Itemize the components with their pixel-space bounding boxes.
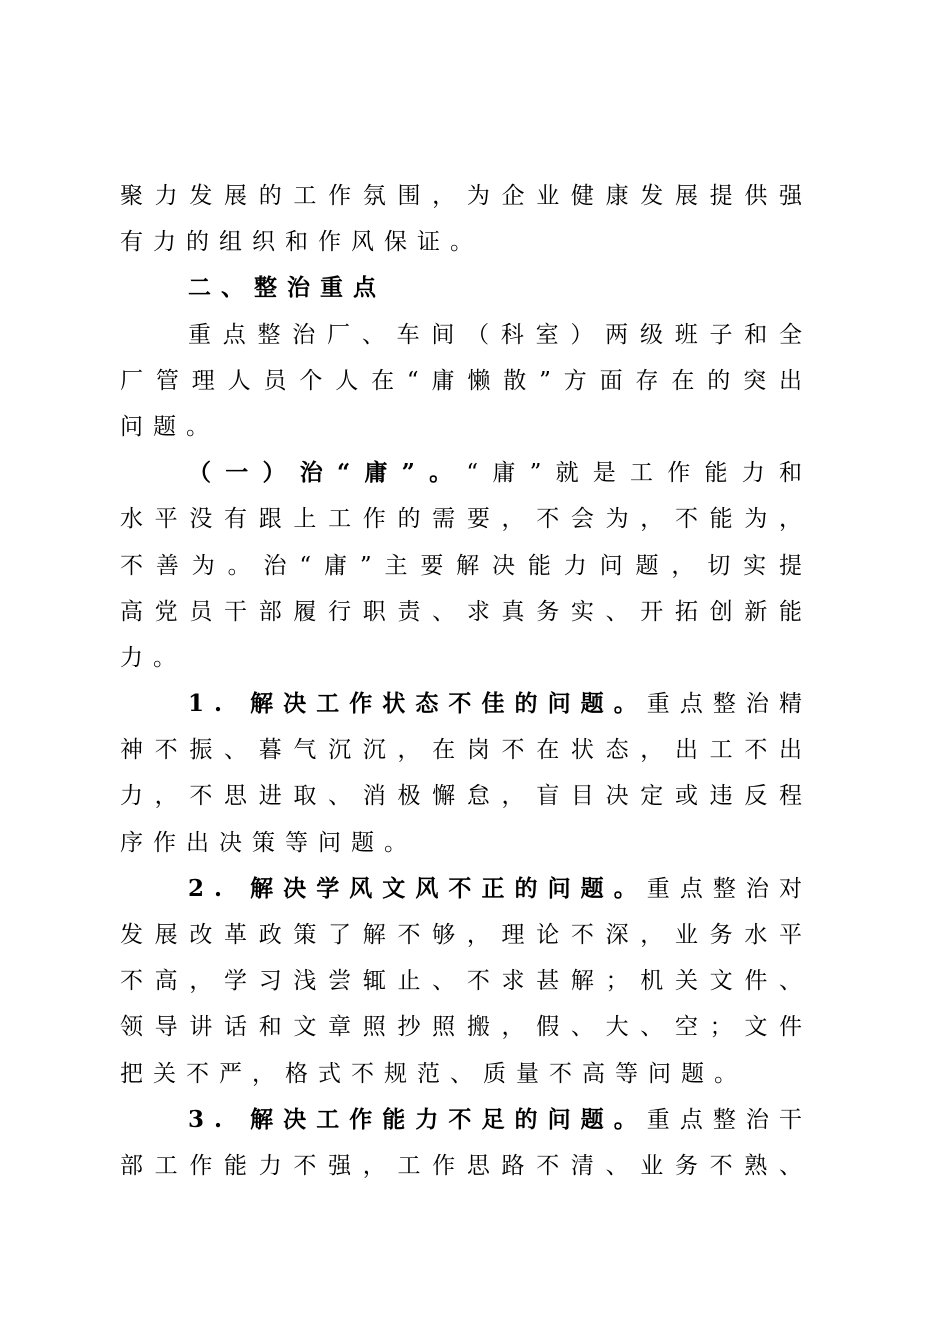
text-line: 不高，学习浅尝辄止、不求甚解；机关文件、: [120, 968, 812, 995]
item-first-line: [120, 866, 812, 912]
text-line: 把关不严，格式不规范、质量不高等问题。: [120, 1060, 747, 1087]
text-line: 问题。: [120, 413, 219, 440]
item-first-line: [120, 681, 812, 727]
text-line: 不善为。治“庸”主要解决能力问题，切实提: [120, 552, 812, 579]
item-title: 2. 解决学风文风不正的问题。: [188, 874, 647, 902]
text-line: 力。: [120, 644, 186, 671]
text-line: 聚力发展的工作氛围，为企业健康发展提供强: [120, 183, 812, 209]
text-line: 高党员干部履行职责、求真务实、开拓创新能: [120, 598, 812, 625]
text-line: 重点整治厂、车间（科室）两级班子和全: [188, 321, 812, 348]
item-text: 重点整治对: [646, 875, 812, 902]
item-text: 重点整治精: [646, 691, 812, 718]
text-line: 发展改革政策了解不够，理论不深，业务水平: [120, 922, 812, 948]
subsection-first-line: [120, 450, 812, 496]
item-first-line: [120, 1097, 812, 1143]
text-line: 水平没有跟上工作的需要，不会为，不能为，: [120, 506, 812, 533]
item-text: 重点整治干: [646, 1106, 812, 1133]
subsection-text: “庸”就是工作能力和: [466, 460, 812, 487]
text-line: 厂管理人员个人在“庸懒散”方面存在的突出: [120, 367, 812, 394]
text-line: 力，不思进取、消极懈怠，盲目决定或违反程: [120, 783, 812, 810]
text-line: 神不振、暮气沉沉，在岗不在状态，出工不出: [120, 737, 812, 764]
section-heading: 二、整治重点: [188, 275, 386, 302]
text-line: 有力的组织和作风保证。: [120, 229, 483, 256]
item-title: 3. 解决工作能力不足的问题。: [188, 1105, 647, 1133]
document-body: [120, 173, 812, 1189]
item-title: 1. 解决工作状态不佳的问题。: [188, 690, 647, 718]
subsection-title: （一）治“庸”。: [188, 459, 467, 487]
text-line: 领导讲话和文章照抄照搬，假、大、空；文件: [120, 1014, 812, 1041]
text-line: 序作出决策等问题。: [120, 829, 417, 856]
text-line: 部工作能力不强，工作思路不清、业务不熟、: [120, 1152, 812, 1179]
